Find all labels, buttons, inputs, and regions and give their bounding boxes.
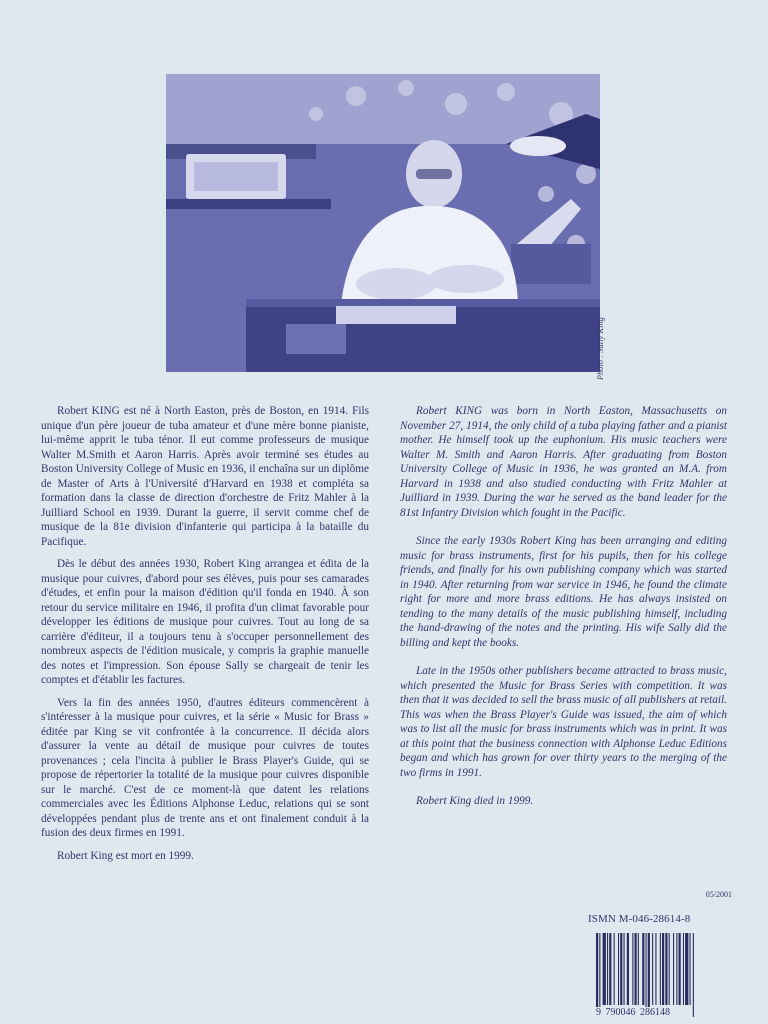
edition-date: 05/2001: [705, 890, 732, 899]
french-paragraph: Dès le début des années 1930, Robert King arrangea et édita de la musique pour cuivres, d'abord pour ses élèves, puis pour ses camarades d'études, et enfin pour la maison d'édition qu'il fonda en 1940. À son retour du service militaire en 1946, il profita d'un climat favorable pour développer les éditions de musique pour cuivres. Tout au long de sa carrière d'éditeur, il a toujours tenu à s'occuper personnellement des nombreux aspects de l'édition musicale, y compris la graphie manuelle des notes et l'impression. Son épouse Sally se chargeait de tenir les comptes et d'établir les factures.: [41, 558, 369, 686]
barcode-bar: [609, 933, 611, 1005]
barcode-bar: [599, 933, 600, 1017]
photo-credit: Photo : Sally King: [596, 317, 605, 380]
french-paragraph: Robert KING est né à North Easton, près de Boston, en 1914. Fils unique d'un père joueur de tuba amateur et d'une mère bonne pianiste, lui-même apprit le tuba ténor. Il eut comme professeurs de musique Walter M.Smith et Aaron Harris. Après avoir terminé ses études au Boston University College of Music en 1936, il enchaîna sur un diplôme de Master of Arts à l'Université d'Harvard en 1938 et compléta sa formation dans la classe de direction d'orchestre de Fritz Mahler à la Juilliard School en 1939. Durant la guerre, il servit comme chef de musique de la 81e division d'infanterie qui participa à la bataille du Pacifique.: [41, 405, 369, 548]
french-text-column: [41, 404, 369, 871]
barcode-bar: [693, 933, 694, 1017]
barcode-bar: [620, 933, 622, 1005]
barcode-bar: [679, 933, 681, 1005]
barcode-bar: [607, 933, 608, 1005]
barcode-bar: [662, 933, 664, 1005]
french-paragraph: Vers la fin des années 1950, d'autres éditeurs commencèrent à s'intéresser à la musique pour cuivres, et la série « Music for Brass » éditée par King se vit confrontée à la concurrence. Il décida alors d'assurer la vente au détail de musique pour cuivres de toutes provenances ; cela l'incita à publier le Brass Player's Guide, qui se propose de répertorier la totalité de la musique pour cuivres disponible sur le marché. C'est de ce moment-là que datent les relations commerciales avec les Éditions Alphonse Leduc, relations qui se sont développées pendant plus de trente ans et ont finalement conduit à la fusion des deux firmes en 1991.: [41, 696, 369, 839]
english-paragraph: Robert KING was born in North Easton, Massachusetts on November 27, 1914, the only child of a tuba playing father and a pianist mother. He himself took up the euphonium. His music teachers were Walter M. Smith and Aaron Harris. After graduating from Boston University College of Music in 1936, he was granted an M.A. from Harvard in 1938 and also studied conducting with Fritz Mahler at Juilliard in 1939. During the war he served as the band leader for the 81st Infantry Division which fought in the Pacific.: [400, 405, 727, 519]
barcode-bar: [660, 933, 661, 1005]
french-paragraph: Robert King est mort en 1999.: [57, 849, 194, 862]
barcode-bar: [652, 933, 653, 1005]
barcode-bar: [673, 933, 674, 1005]
barcode-bar: [669, 933, 670, 1005]
barcode-bar: [683, 933, 684, 1005]
english-paragraph: Robert King died in 1999.: [416, 795, 534, 807]
barcode-bar: [603, 933, 606, 1005]
barcode-bar: [624, 933, 625, 1005]
barcode-bar: [676, 933, 677, 1005]
barcode-bar: [638, 933, 639, 1005]
english-paragraph: Since the early 1930s Robert King has been arranging and editing music for brass instruments, first for his pupils, then for his college friends, and finally for his own publishing company which was started in 1940. After returning from war service in 1946, he found the climate right for more and more brass editions. He has always insisted on tending to the many details of the music publishing himself, including the hand-drawing of the notes and the printing. His wife Sally did the billing and kept the books.: [400, 535, 727, 649]
barcode-bar: [596, 933, 598, 1017]
portrait-photo: [166, 74, 600, 372]
english-paragraph: Late in the 1950s other publishers became attracted to brass music, which presented the Music for Brass Series with competition. It was then that it was decided to sell the brass music of all publishers at retail. This was when the Brass Player's Guide was issued, the aim of which was to list all the music for brass instruments which was in print. It was at this point that the business connection with Alphonse Leduc Editions began and which has grown for over thirty years to the merging of the two firms in 1991.: [400, 665, 727, 779]
barcode-bar: [665, 933, 667, 1005]
barcode-number: 9 790046 286148: [596, 1007, 670, 1018]
barcode-bar: [642, 933, 644, 1005]
barcode-bar: [635, 933, 637, 1005]
barcode-bar: [646, 933, 647, 1017]
barcode-bar: [627, 933, 629, 1005]
barcode-bar: [614, 933, 615, 1005]
english-text-column: [400, 404, 727, 823]
barcode-bar: [648, 933, 650, 1017]
barcode-bar: [690, 933, 691, 1005]
barcode-bar: [632, 933, 633, 1005]
barcode-bar: [618, 933, 619, 1005]
barcode-bar: [655, 933, 656, 1005]
portrait-photo-drawing: [166, 74, 600, 372]
ismn-code: ISMN M-046-28614-8: [588, 913, 691, 925]
barcode-bar: [685, 933, 688, 1005]
